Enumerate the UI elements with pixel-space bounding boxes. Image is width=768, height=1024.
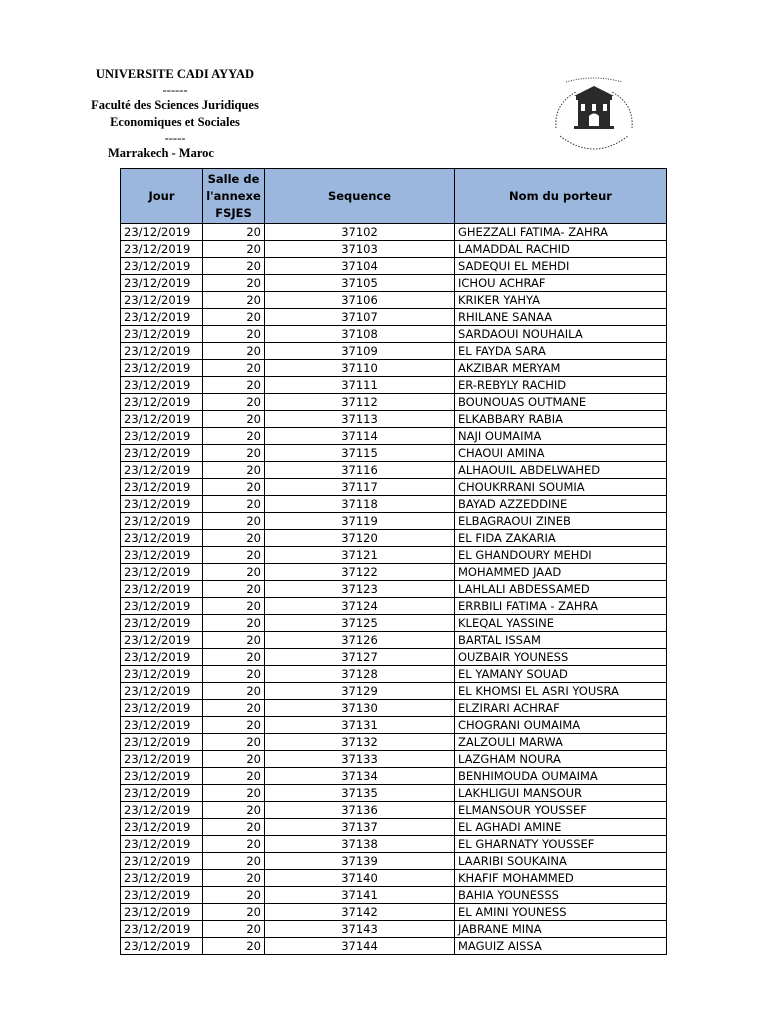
cell-name: MOHAMMED JAAD	[455, 564, 667, 581]
cell-name: ZALZOULI MARWA	[455, 734, 667, 751]
table-row	[121, 258, 667, 275]
cell-date: 23/12/2019	[121, 785, 203, 802]
cell-name: SARDAOUI NOUHAILA	[455, 326, 667, 343]
table-row	[121, 581, 667, 598]
cell-name: CHOUKRRANI SOUMIA	[455, 479, 667, 496]
cell-date: 23/12/2019	[121, 496, 203, 513]
cell-room: 20	[203, 326, 265, 343]
cell-sequence: 37140	[265, 870, 455, 887]
header-separator: ------	[162, 83, 188, 97]
cell-date: 23/12/2019	[121, 887, 203, 904]
table-row	[121, 241, 667, 258]
cell-date: 23/12/2019	[121, 326, 203, 343]
cell-room: 20	[203, 275, 265, 292]
column-header-jour: Jour	[121, 169, 203, 224]
table-row	[121, 360, 667, 377]
table-row	[121, 887, 667, 904]
cell-sequence: 37137	[265, 819, 455, 836]
cell-name: JABRANE MINA	[455, 921, 667, 938]
cell-date: 23/12/2019	[121, 462, 203, 479]
cell-room: 20	[203, 802, 265, 819]
table-header-row	[121, 169, 667, 224]
cell-name: EL FIDA ZAKARIA	[455, 530, 667, 547]
table-row	[121, 411, 667, 428]
cell-name: EL GHARNATY YOUSSEF	[455, 836, 667, 853]
cell-room: 20	[203, 581, 265, 598]
cell-date: 23/12/2019	[121, 258, 203, 275]
cell-room: 20	[203, 292, 265, 309]
table-row	[121, 836, 667, 853]
table-row	[121, 394, 667, 411]
column-header-nom-du-porteur: Nom du porteur	[455, 169, 667, 224]
cell-date: 23/12/2019	[121, 530, 203, 547]
cell-room: 20	[203, 853, 265, 870]
cell-name: EL YAMANY SOUAD	[455, 666, 667, 683]
cell-sequence: 37136	[265, 802, 455, 819]
column-header-salle: Salle de l'annexe FSJES	[203, 169, 265, 224]
cell-name: SADEQUI EL MEHDI	[455, 258, 667, 275]
column-header-sequence: Sequence	[265, 169, 455, 224]
cell-date: 23/12/2019	[121, 394, 203, 411]
table-row	[121, 938, 667, 955]
cell-sequence: 37107	[265, 309, 455, 326]
cell-room: 20	[203, 479, 265, 496]
cell-name: LAZGHAM NOURA	[455, 751, 667, 768]
cell-room: 20	[203, 649, 265, 666]
institution-header	[60, 66, 290, 162]
cell-sequence: 37120	[265, 530, 455, 547]
table-row	[121, 292, 667, 309]
cell-date: 23/12/2019	[121, 734, 203, 751]
table-row	[121, 785, 667, 802]
cell-name: RHILANE SANAA	[455, 309, 667, 326]
cell-room: 20	[203, 224, 265, 241]
cell-date: 23/12/2019	[121, 224, 203, 241]
cell-name: BOUNOUAS OUTMANE	[455, 394, 667, 411]
cell-room: 20	[203, 343, 265, 360]
cell-date: 23/12/2019	[121, 751, 203, 768]
table-row	[121, 547, 667, 564]
cell-name: GHEZZALI FATIMA- ZAHRA	[455, 224, 667, 241]
cell-room: 20	[203, 377, 265, 394]
cell-name: BAYAD AZZEDDINE	[455, 496, 667, 513]
cell-date: 23/12/2019	[121, 632, 203, 649]
cell-date: 23/12/2019	[121, 547, 203, 564]
table-row	[121, 615, 667, 632]
cell-date: 23/12/2019	[121, 836, 203, 853]
cell-room: 20	[203, 598, 265, 615]
cell-date: 23/12/2019	[121, 411, 203, 428]
cell-date: 23/12/2019	[121, 683, 203, 700]
cell-room: 20	[203, 241, 265, 258]
university-seal-icon	[546, 76, 642, 158]
cell-sequence: 37112	[265, 394, 455, 411]
table-row	[121, 700, 667, 717]
cell-name: KHAFIF MOHAMMED	[455, 870, 667, 887]
cell-name: ELZIRARI ACHRAF	[455, 700, 667, 717]
cell-sequence: 37142	[265, 904, 455, 921]
cell-name: CHOGRANI OUMAIMA	[455, 717, 667, 734]
cell-room: 20	[203, 683, 265, 700]
cell-room: 20	[203, 904, 265, 921]
table-row	[121, 853, 667, 870]
table-row	[121, 275, 667, 292]
cell-date: 23/12/2019	[121, 802, 203, 819]
cell-room: 20	[203, 513, 265, 530]
cell-date: 23/12/2019	[121, 598, 203, 615]
cell-name: AKZIBAR MERYAM	[455, 360, 667, 377]
cell-date: 23/12/2019	[121, 921, 203, 938]
cell-sequence: 37134	[265, 768, 455, 785]
cell-date: 23/12/2019	[121, 581, 203, 598]
cell-name: LAARIBI SOUKAINA	[455, 853, 667, 870]
cell-name: CHAOUI AMINA	[455, 445, 667, 462]
cell-room: 20	[203, 870, 265, 887]
table-row	[121, 734, 667, 751]
cell-sequence: 37130	[265, 700, 455, 717]
table-row	[121, 530, 667, 547]
cell-sequence: 37139	[265, 853, 455, 870]
cell-sequence: 37108	[265, 326, 455, 343]
cell-sequence: 37116	[265, 462, 455, 479]
cell-room: 20	[203, 445, 265, 462]
cell-name: ALHAOUIL ABDELWAHED	[455, 462, 667, 479]
university-name: UNIVERSITE CADI AYYAD	[95, 67, 255, 81]
cell-date: 23/12/2019	[121, 938, 203, 955]
cell-name: ELKABBARY RABIA	[455, 411, 667, 428]
table-row	[121, 428, 667, 445]
cell-date: 23/12/2019	[121, 360, 203, 377]
cell-room: 20	[203, 768, 265, 785]
cell-date: 23/12/2019	[121, 853, 203, 870]
table-row	[121, 921, 667, 938]
cell-date: 23/12/2019	[121, 275, 203, 292]
cell-date: 23/12/2019	[121, 309, 203, 326]
faculty-name-line2: Economiques et Sociales	[110, 115, 240, 129]
cell-room: 20	[203, 258, 265, 275]
table-row	[121, 632, 667, 649]
cell-sequence: 37125	[265, 615, 455, 632]
cell-name: ERRBILI FATIMA - ZAHRA	[455, 598, 667, 615]
cell-sequence: 37115	[265, 445, 455, 462]
cell-date: 23/12/2019	[121, 615, 203, 632]
cell-room: 20	[203, 428, 265, 445]
cell-sequence: 37104	[265, 258, 455, 275]
table-row	[121, 683, 667, 700]
cell-sequence: 37128	[265, 666, 455, 683]
roster-table	[120, 168, 667, 955]
table-row	[121, 343, 667, 360]
cell-sequence: 37131	[265, 717, 455, 734]
table-row	[121, 717, 667, 734]
cell-date: 23/12/2019	[121, 377, 203, 394]
table-row	[121, 649, 667, 666]
cell-name: ELBAGRAOUI ZINEB	[455, 513, 667, 530]
cell-name: EL AMINI YOUNESS	[455, 904, 667, 921]
cell-date: 23/12/2019	[121, 649, 203, 666]
cell-sequence: 37132	[265, 734, 455, 751]
table-row	[121, 513, 667, 530]
city-name: Marrakech - Maroc	[108, 146, 214, 160]
cell-room: 20	[203, 462, 265, 479]
table-row	[121, 326, 667, 343]
cell-room: 20	[203, 734, 265, 751]
faculty-name-line1: Faculté des Sciences Juridiques	[91, 98, 259, 112]
cell-sequence: 37123	[265, 581, 455, 598]
cell-sequence: 37133	[265, 751, 455, 768]
cell-room: 20	[203, 632, 265, 649]
cell-sequence: 37129	[265, 683, 455, 700]
cell-sequence: 37114	[265, 428, 455, 445]
cell-date: 23/12/2019	[121, 717, 203, 734]
cell-sequence: 37126	[265, 632, 455, 649]
cell-sequence: 37102	[265, 224, 455, 241]
cell-date: 23/12/2019	[121, 870, 203, 887]
cell-sequence: 37127	[265, 649, 455, 666]
cell-room: 20	[203, 921, 265, 938]
table-row	[121, 377, 667, 394]
cell-sequence: 37122	[265, 564, 455, 581]
cell-sequence: 37109	[265, 343, 455, 360]
header-separator: -----	[164, 131, 186, 145]
cell-room: 20	[203, 819, 265, 836]
cell-room: 20	[203, 530, 265, 547]
table-row	[121, 768, 667, 785]
cell-sequence: 37121	[265, 547, 455, 564]
cell-sequence: 37106	[265, 292, 455, 309]
cell-date: 23/12/2019	[121, 904, 203, 921]
cell-date: 23/12/2019	[121, 445, 203, 462]
cell-room: 20	[203, 938, 265, 955]
cell-name: MAGUIZ AISSA	[455, 938, 667, 955]
cell-sequence: 37141	[265, 887, 455, 904]
table-row	[121, 462, 667, 479]
table-row	[121, 496, 667, 513]
cell-room: 20	[203, 615, 265, 632]
cell-date: 23/12/2019	[121, 700, 203, 717]
cell-date: 23/12/2019	[121, 292, 203, 309]
cell-sequence: 37124	[265, 598, 455, 615]
cell-room: 20	[203, 547, 265, 564]
table-row	[121, 564, 667, 581]
cell-date: 23/12/2019	[121, 564, 203, 581]
cell-sequence: 37110	[265, 360, 455, 377]
cell-date: 23/12/2019	[121, 819, 203, 836]
table-row	[121, 870, 667, 887]
table-row	[121, 666, 667, 683]
cell-name: EL KHOMSI EL ASRI YOUSRA	[455, 683, 667, 700]
cell-name: ELMANSOUR YOUSSEF	[455, 802, 667, 819]
cell-name: ER-REBYLY RACHID	[455, 377, 667, 394]
cell-name: EL FAYDA SARA	[455, 343, 667, 360]
table-row	[121, 479, 667, 496]
table-row	[121, 904, 667, 921]
cell-room: 20	[203, 887, 265, 904]
cell-sequence: 37138	[265, 836, 455, 853]
cell-name: EL GHANDOURY MEHDI	[455, 547, 667, 564]
table-row	[121, 309, 667, 326]
cell-room: 20	[203, 309, 265, 326]
table-row	[121, 819, 667, 836]
cell-room: 20	[203, 394, 265, 411]
cell-date: 23/12/2019	[121, 666, 203, 683]
cell-name: BENHIMOUDA OUMAIMA	[455, 768, 667, 785]
cell-name: BARTAL ISSAM	[455, 632, 667, 649]
table-row	[121, 598, 667, 615]
cell-sequence: 37105	[265, 275, 455, 292]
cell-date: 23/12/2019	[121, 513, 203, 530]
cell-name: EL AGHADI AMINE	[455, 819, 667, 836]
cell-name: BAHIA YOUNESSS	[455, 887, 667, 904]
cell-room: 20	[203, 411, 265, 428]
table-row	[121, 445, 667, 462]
cell-date: 23/12/2019	[121, 479, 203, 496]
cell-sequence: 37113	[265, 411, 455, 428]
cell-room: 20	[203, 496, 265, 513]
cell-date: 23/12/2019	[121, 343, 203, 360]
cell-sequence: 37111	[265, 377, 455, 394]
cell-room: 20	[203, 360, 265, 377]
cell-sequence: 37103	[265, 241, 455, 258]
cell-room: 20	[203, 666, 265, 683]
cell-date: 23/12/2019	[121, 768, 203, 785]
cell-date: 23/12/2019	[121, 241, 203, 258]
cell-name: NAJI OUMAIMA	[455, 428, 667, 445]
table-row	[121, 751, 667, 768]
cell-room: 20	[203, 700, 265, 717]
cell-room: 20	[203, 836, 265, 853]
cell-sequence: 37144	[265, 938, 455, 955]
cell-name: LAMADDAL RACHID	[455, 241, 667, 258]
cell-room: 20	[203, 751, 265, 768]
cell-name: OUZBAIR YOUNESS	[455, 649, 667, 666]
cell-date: 23/12/2019	[121, 428, 203, 445]
cell-room: 20	[203, 785, 265, 802]
cell-sequence: 37135	[265, 785, 455, 802]
table-row	[121, 224, 667, 241]
cell-name: KLEQAL YASSINE	[455, 615, 667, 632]
table-row	[121, 802, 667, 819]
cell-sequence: 37119	[265, 513, 455, 530]
cell-name: KRIKER YAHYA	[455, 292, 667, 309]
cell-name: LAKHLIGUI MANSOUR	[455, 785, 667, 802]
cell-name: LAHLALI ABDESSAMED	[455, 581, 667, 598]
cell-sequence: 37143	[265, 921, 455, 938]
cell-sequence: 37117	[265, 479, 455, 496]
cell-room: 20	[203, 564, 265, 581]
cell-room: 20	[203, 717, 265, 734]
cell-name: ICHOU ACHRAF	[455, 275, 667, 292]
cell-sequence: 37118	[265, 496, 455, 513]
